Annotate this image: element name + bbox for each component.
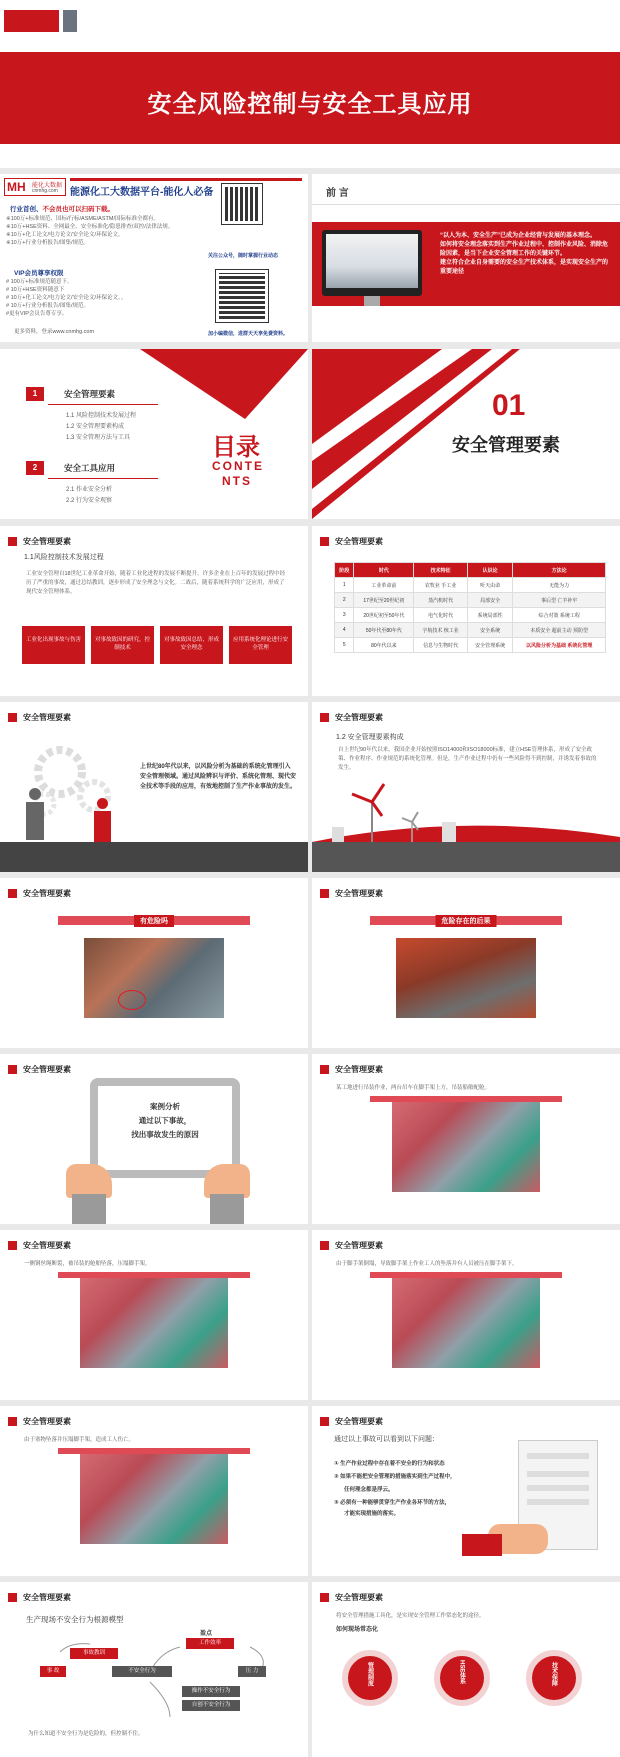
circle-hse: [434, 1650, 490, 1706]
cell: 3: [335, 608, 354, 623]
toc-section-1-title: 安全管理要素: [64, 389, 116, 399]
problem-list: [334, 1456, 514, 1520]
header-title: 安全管理要素: [335, 1592, 383, 1602]
header-title: 安全管理要素: [23, 1064, 71, 1074]
model-arrows: [0, 1622, 308, 1732]
model-box-accident: 事 故: [40, 1666, 66, 1677]
table-row: [335, 623, 606, 638]
cell: 综合对策 系统工程: [513, 608, 606, 623]
slide-header: [320, 1238, 383, 1252]
cell: 安全管理系统: [467, 638, 512, 653]
circle-label: HSE体系: [458, 1660, 465, 1685]
problem-item: ② 如果不能把安全管理的措施落实到生产过程中，: [334, 1474, 456, 1480]
paragraph: 自上世纪90年代以来，我国企业开始按照ISO14000和ISO18000标准，建立HSE管理体系，形成了安全政策、作业程序、作业规范的系统化管理。但是，生产作业过程中仍有一些风险得不到控制，并诱发着事故的发生。: [338, 747, 597, 771]
slide-behavior-model: [0, 1582, 308, 1757]
preface-title-line: [312, 204, 620, 205]
ad-vip-list: [6, 278, 206, 318]
header-flag: [320, 713, 329, 722]
slide-danger: [0, 878, 308, 1048]
slide-stages-table: [312, 526, 620, 696]
left-sleeve: [72, 1194, 106, 1224]
cell: 系统局部性: [467, 608, 512, 623]
caption: 某工地进行吊装作业，两台吊车在脚手架上方，吊装船舶配舱。: [336, 1085, 491, 1091]
slide-header: [320, 710, 383, 724]
ad-footer: 更多资料，登录www.cnmhg.com: [14, 329, 95, 335]
header-flag: [8, 1241, 17, 1250]
header-title: 安全管理要素: [23, 888, 71, 898]
site-photo: [80, 1278, 228, 1368]
ad-headline: 能源化工大数据平台-能化人必备: [70, 187, 214, 198]
header-title: 安全管理要素: [23, 712, 71, 722]
toc-item[interactable]: 1.1 风险控制技术发展过程: [66, 413, 137, 419]
model-box-ops: 操作不安全行为: [182, 1686, 240, 1697]
cell: 1: [335, 578, 354, 593]
problem-item: ① 生产作业过程中存在着不安全的行为和状态: [334, 1461, 445, 1467]
toc-section-2-line: [48, 478, 158, 479]
toc-red-triangle: [140, 349, 308, 419]
ad-logo-text: 能化大数据: [32, 183, 63, 189]
ad-headline-bar: [70, 178, 302, 181]
header-title: 安全管理要素: [335, 1240, 383, 1250]
ad-vip-item: #更有VIP会员告尊专享。: [6, 311, 68, 317]
table-header: 方法论: [513, 563, 606, 578]
table-header: 时代: [354, 563, 414, 578]
site-photo: [80, 1454, 228, 1544]
preface-text: [440, 232, 612, 277]
toc-big-title-en-1: CONTE: [212, 459, 264, 473]
circle-label: 技术保障: [550, 1662, 557, 1686]
ad-industry-list: [6, 215, 206, 247]
preface-line: 建立符合企业自身需要的安全生产技术体系，是实现安全生产的重要途径: [440, 260, 609, 275]
monitor-image: [322, 230, 422, 296]
cell: 局部安全: [467, 593, 512, 608]
ad-vip-item: # 10万+行业分析报告/图集/规范。: [6, 303, 89, 309]
header-flag: [8, 1065, 17, 1074]
table-row: [335, 593, 606, 608]
ad-qr1-caption: 关注公众号，随时掌握行业动态: [208, 253, 279, 259]
red-bar: [58, 916, 250, 925]
header-flag: [8, 537, 17, 546]
slide-header: [8, 1414, 71, 1428]
slide-header: [320, 886, 383, 900]
slide-header: [320, 1414, 383, 1428]
table-row: [335, 578, 606, 593]
toc-item[interactable]: 2.1 作业安全分析: [66, 487, 113, 493]
ad-qr-code-2[interactable]: [216, 270, 268, 322]
case-line: 通过以下事故，: [138, 1116, 192, 1125]
model-box-unsafe: 不安全行为: [112, 1666, 172, 1677]
ad-industry-item: ※10万+化工论文/电力论文/安全论文/环保论文。: [6, 232, 124, 238]
slide-header: [8, 1238, 71, 1252]
sub-title: 生产现场不安全行为根源模型: [26, 1615, 124, 1624]
case-line: 案例分析: [150, 1102, 180, 1111]
left-hand: [66, 1164, 112, 1198]
header-flag: [320, 889, 329, 898]
header-flag: [320, 1065, 329, 1074]
slide-case-4: [0, 1406, 308, 1576]
slide-risk-history: [0, 526, 308, 696]
stage-box: 工业化出现事故与伤害: [22, 626, 85, 664]
toc-section-1-items: [66, 411, 136, 444]
toc-section-2-title: 安全工具应用: [64, 463, 116, 473]
model-box-pressure: 压 力: [238, 1666, 266, 1677]
caption: 一侧钢丝绳断裂，被吊装的舱舶坠落，压塌脚手架。: [24, 1261, 151, 1267]
slide-gears: [0, 702, 308, 872]
slide-header: [8, 1062, 71, 1076]
slide-header: [8, 886, 71, 900]
slide-header: [320, 1062, 383, 1076]
stage-box: 对事故致因总结，形成安全理念: [160, 626, 223, 664]
danger-circle-highlight: [118, 990, 146, 1010]
slide-case-1: [312, 1054, 620, 1224]
table-header: 技术特征: [414, 563, 468, 578]
cell: 4: [335, 623, 354, 638]
sub-title: 1.1风险控制技术发展过程: [24, 554, 104, 561]
right-sleeve: [210, 1194, 244, 1224]
table-row: [335, 608, 606, 623]
monitor-stand: [364, 296, 380, 306]
site-photo: [396, 938, 536, 1018]
ad-vip-title: VIP会员尊享权限: [14, 270, 64, 277]
worker-figure-gray: [24, 788, 46, 842]
case-line: 找出事故发生的原因: [131, 1130, 199, 1139]
slide-consequence: [312, 878, 620, 1048]
wind-turbines-skyline: [312, 782, 620, 872]
floor-band: [0, 842, 308, 872]
cell: 电气化时代: [414, 608, 468, 623]
stage-box: 对事故致因的研究，控制技术: [91, 626, 154, 664]
ad-industry-title: 行业首创、不会员也可以扫码下载。: [10, 206, 114, 213]
preface-line: “以人为本、安全生产”已成为企业经营与发展的基本理念。: [440, 233, 597, 239]
section-01-slide: [312, 349, 620, 519]
ad-qr2-caption: 加小编微信，进群天天享免费资料。: [208, 331, 289, 337]
cell: 2: [335, 593, 354, 608]
paragraph: 上世纪80年代以来，以风险分析为基础的系统化管理引入安全管理领域。通过风险辨识与评价、系统化管理、现代安全技术等手段的应用，有效地控制了生产作业事故的发生。: [140, 764, 297, 790]
header-title: 安全管理要素: [23, 1416, 71, 1426]
toc-item[interactable]: 1.2 安全管理要素构成: [66, 424, 125, 430]
problem-item: 任何理念都是浮云。: [344, 1487, 394, 1493]
table-row: [335, 638, 606, 653]
paragraph: 工业安全管理自18世纪工业革命开始，随着工业化进程的发展不断提升。许多企业在上百年的发展过程中经历了严重的事故，通过总结教训，逐步形成了安全理念与文化。二战后，随着系统科学的广泛应用，形成了现代安全管理体系。: [26, 571, 286, 595]
cover-accent-red: [4, 10, 59, 32]
cell: 信息与生物时代: [414, 638, 468, 653]
cell: 事后型 亡羊补牢: [513, 593, 606, 608]
table-header: 阶段: [335, 563, 354, 578]
slide-header: [8, 710, 71, 724]
stages-table: [334, 562, 606, 653]
caption: 由于塞物坠落并压塌脚手架，造成工人伤亡。: [24, 1437, 135, 1443]
red-bar-label: 有危险吗: [134, 915, 174, 927]
cell: 17世纪至20世纪初: [354, 593, 414, 608]
header-flag: [320, 1417, 329, 1426]
cover-title: 安全风险控制与安全工具应用: [147, 91, 473, 118]
intro-text: 通过以上事故可以看到以下问题：: [334, 1436, 439, 1443]
ad-industry-item: ※10万+行业分析报告/图集/规范。: [6, 240, 89, 246]
caption: 由于脚手架倒塌，导致脚手架上作业工人的坠落并有人员被压在脚手架下。: [336, 1261, 518, 1267]
header-title: 安全管理要素: [335, 888, 383, 898]
slide-case-3: [312, 1230, 620, 1400]
cover-slide: [0, 0, 620, 168]
ad-industry-item: ※100万+标准规范、国标/行标/ASME/ASTM/国际标准全都有。: [6, 216, 159, 222]
slide-header: [8, 1590, 71, 1604]
slide-elements: [312, 702, 620, 872]
cell: 蒸汽机时代: [414, 593, 468, 608]
right-hand: [204, 1164, 250, 1198]
toc-item[interactable]: 1.3 安全管理方法与工具: [66, 435, 131, 441]
model-box-lessons: 事故教训: [70, 1648, 118, 1659]
toc-big-title: 目录: [212, 434, 260, 461]
model-box-efficiency: 工作效率: [186, 1638, 234, 1649]
cell: 安全系统: [467, 623, 512, 638]
red-bar-label: 危险存在的后果: [436, 915, 497, 927]
ad-vip-item: # 10万+HSE资料随意下: [6, 287, 65, 293]
cell: 听天由命: [467, 578, 512, 593]
ad-vip-item: # 10万+化工论文/电力论文/安全论文/环保论文。。: [6, 295, 127, 301]
ad-logo: [4, 178, 66, 196]
slide-header: [320, 1590, 383, 1604]
ad-logo-mark: MH: [7, 180, 26, 194]
slide-case-analysis: [0, 1054, 308, 1224]
cover-accent-gray: [63, 10, 77, 32]
slide-problems: [312, 1406, 620, 1576]
cell: 本质安全 超前主动 预防型: [513, 623, 606, 638]
ad-industry-item: ※10万+HSE资料、全网最全、安全标准化/隐患排查/双控/法律法规。: [6, 224, 174, 230]
cell: 宇航技术 核工业: [414, 623, 468, 638]
header-title: 安全管理要素: [335, 536, 383, 546]
ad-slide: [0, 174, 308, 342]
toc-section-2-num: 2: [26, 461, 44, 475]
toc-big-title-en-2: NTS: [222, 474, 252, 488]
toc-slide: [0, 349, 308, 519]
cell: 农牧业 手工业: [414, 578, 468, 593]
header-flag: [8, 1593, 17, 1602]
section-number: 01: [492, 389, 526, 422]
circle-label: 管理制度: [366, 1662, 373, 1686]
cell: 50年代至80年代: [354, 623, 414, 638]
site-photo: [392, 1102, 540, 1192]
header-flag: [8, 889, 17, 898]
problem-item: ③ 必须有一种能够贯穿生产作业各环节的方法，: [334, 1500, 451, 1506]
header-flag: [8, 1417, 17, 1426]
circle-tech: [526, 1650, 582, 1706]
ad-qr-code-1[interactable]: [222, 184, 262, 224]
red-bar: [370, 916, 562, 925]
header-title: 安全管理要素: [335, 1416, 383, 1426]
sleeve: [462, 1534, 502, 1556]
stage-boxes: [22, 626, 292, 664]
header-flag: [320, 1241, 329, 1250]
cell: 工业革命前: [354, 578, 414, 593]
sub-title: 1.2 安全管理要素构成: [336, 734, 404, 741]
site-photo: [392, 1278, 540, 1368]
model-label-top: 盈点: [200, 1631, 213, 1637]
model-box-self: 自创不安全行为: [182, 1700, 240, 1711]
toc-section-1-num: 1: [26, 387, 44, 401]
header-title: 安全管理要素: [335, 1064, 383, 1074]
header-title: 安全管理要素: [335, 712, 383, 722]
case-text: [98, 1100, 232, 1142]
slide-normalization: [312, 1582, 620, 1757]
header-title: 安全管理要素: [23, 536, 71, 546]
section-title: 安全管理要素: [452, 435, 560, 455]
line-1: 将安全管理措施工具化，是实现安全管理工作常态化的途径。: [336, 1613, 485, 1619]
cell: 80年代以来: [354, 638, 414, 653]
monitor-screen-photo: [326, 234, 418, 288]
preface-slide: [312, 174, 620, 342]
footer-text: 为什么知道不安全行为是危险的，但控制不住。: [28, 1731, 144, 1737]
ad-vip-item: # 100万+标准规范随意下。: [6, 279, 73, 285]
cell: 5: [335, 638, 354, 653]
table-header: 认识论: [467, 563, 512, 578]
slide-case-2: [0, 1230, 308, 1400]
header-flag: [320, 1593, 329, 1602]
slide-header: [320, 534, 383, 548]
toc-section-2-items: [66, 485, 112, 507]
toc-section-1-line: [48, 404, 158, 405]
header-title: 安全管理要素: [23, 1592, 71, 1602]
cell: 无能为力: [513, 578, 606, 593]
stage-box: 应用系统化理论进行安全管理: [229, 626, 292, 664]
worker-figure-red: [92, 798, 114, 844]
preface-title: 前 言: [326, 188, 349, 199]
header-flag: [320, 537, 329, 546]
slide-header: [8, 534, 71, 548]
cell: 以风险分析为基础 系统化管理: [513, 638, 606, 653]
header-title: 安全管理要素: [23, 1240, 71, 1250]
circle-management: [342, 1650, 398, 1706]
toc-item[interactable]: 2.2 行为安全观察: [66, 498, 113, 504]
line-2: 如何现场常态化: [336, 1627, 379, 1633]
ad-logo-url: cnmhg.com: [32, 188, 58, 194]
header-flag: [8, 713, 17, 722]
preface-line: 如何将安全理念落实到生产作业过程中、控制作业风险、消除危险因素，是当下企业安全管理工作的关键环节。: [440, 242, 609, 257]
problem-item: 才能实现措施的落实。: [344, 1511, 400, 1517]
cell: 20世纪初至50年代: [354, 608, 414, 623]
site-photo: [84, 938, 224, 1018]
